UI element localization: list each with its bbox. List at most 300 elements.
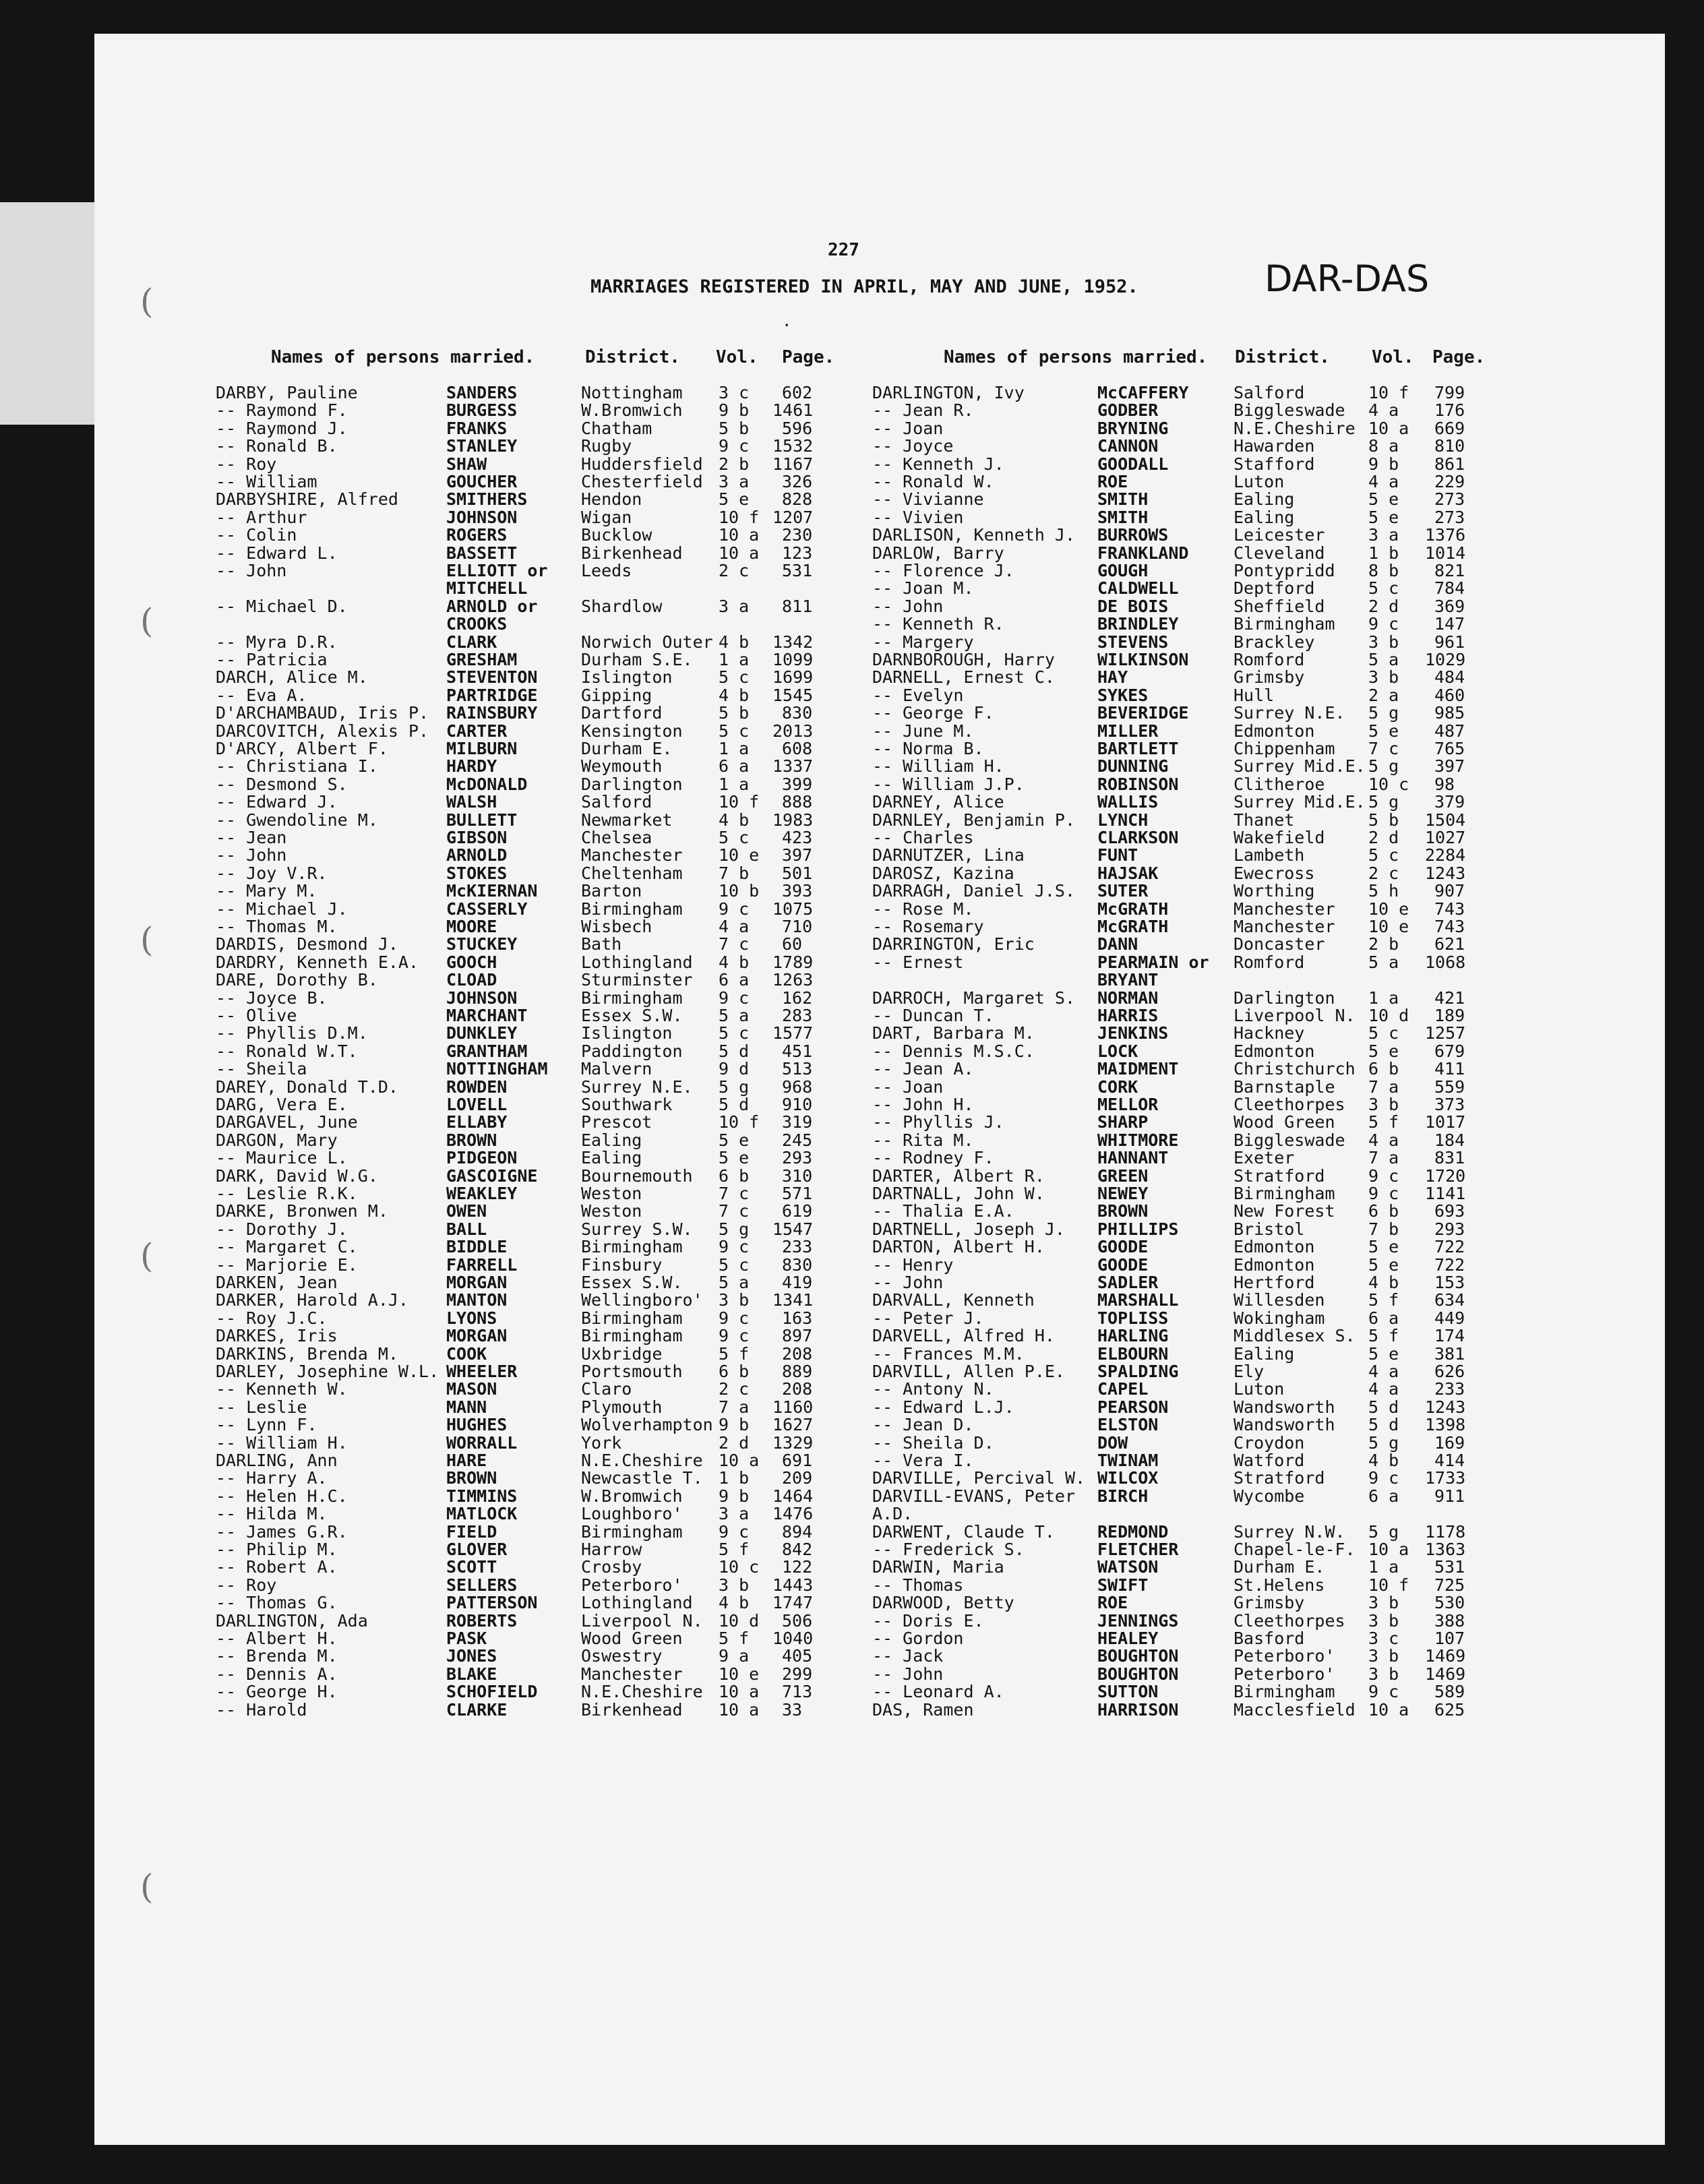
entry-vol: 5 b [719, 703, 750, 723]
entry-name: DARVILL-EVANS, Peter [872, 1486, 1076, 1506]
entry-name: DARVALL, Kenneth [872, 1290, 1035, 1310]
entry-name: -- Dorothy J. [216, 1219, 348, 1239]
entry-page: 506 [782, 1610, 813, 1631]
entry-district: Darlington [1234, 988, 1335, 1008]
entry-district: Stafford [1234, 454, 1315, 474]
entry-district: Ealing [1234, 507, 1295, 527]
entry-district: Newmarket [581, 810, 673, 830]
entry-page: 122 [782, 1557, 813, 1577]
entry-name: -- Leonard A. [872, 1682, 1004, 1702]
entry-name: DARRAGH, Daniel J.S. [872, 881, 1076, 901]
entry-name: DARCH, Alice M. [216, 667, 368, 688]
entry-spouse: JOHNSON [446, 988, 518, 1008]
entry-district: Grimsby [1234, 667, 1305, 688]
entry-vol: 6 b [1368, 1201, 1399, 1221]
entry-spouse: BRYANT [1097, 970, 1159, 990]
entry-vol: 7 a [1368, 1148, 1399, 1168]
entry-name: -- Raymond J. [216, 418, 348, 438]
entry-page: 722 [1434, 1237, 1465, 1257]
entry-name: DAREY, Donald T.D. [216, 1076, 398, 1097]
entry-district: Liverpool N. [1234, 1006, 1356, 1025]
entry-district: Nottingham [581, 383, 683, 402]
entry-district: Deptford [1234, 578, 1315, 599]
entry-vol: 5 e [1368, 507, 1399, 527]
entry-name: -- Rose M. [872, 899, 974, 919]
entry-vol: 7 c [719, 1201, 750, 1221]
header-names-left: Names of persons married. [271, 347, 535, 367]
entry-district: Durham S.E. [581, 650, 693, 669]
entry-spouse: CLARK [446, 632, 497, 652]
entry-spouse: PATTERSON [446, 1593, 538, 1613]
entry-vol: 9 c [1368, 1165, 1399, 1186]
entry-name: DARWIN, Maria [872, 1557, 1004, 1577]
entry-vol: 3 b [719, 1290, 750, 1310]
entry-vol: 10 a [1368, 1540, 1409, 1559]
entry-spouse: HANNANT [1097, 1148, 1169, 1168]
entry-name: DARGAVEL, June [216, 1112, 358, 1132]
entry-page: 513 [782, 1059, 813, 1079]
entry-page: 1747 [772, 1593, 814, 1613]
entry-district: Lothingland [581, 952, 693, 972]
entry-district: Malvern [581, 1059, 652, 1079]
entry-name: DARKER, Harold A.J. [216, 1290, 408, 1310]
entry-district: Manchester [1234, 899, 1335, 919]
entry-page: 460 [1434, 685, 1465, 705]
entry-district: Wycombe [1234, 1486, 1305, 1506]
entry-name: DARKE, Bronwen M. [216, 1201, 388, 1221]
entry-spouse: HEALEY [1097, 1629, 1159, 1648]
entry-name: -- William [216, 472, 317, 491]
entry-name: -- Maurice L. [216, 1148, 348, 1168]
entry-page: 1627 [772, 1415, 814, 1435]
entry-page: 123 [782, 543, 813, 563]
entry-vol: 2 b [719, 454, 750, 474]
entry-name: -- John [216, 561, 287, 580]
entry-district: Macclesfield [1234, 1699, 1356, 1720]
entry-district: Leeds [581, 561, 632, 580]
entry-page: 230 [782, 525, 813, 545]
entry-name: DARKES, Iris [216, 1326, 338, 1346]
entry-page: 1532 [772, 436, 814, 456]
entry-vol: 4 b [719, 952, 750, 972]
entry-district: Chapel-le-F. [1234, 1540, 1356, 1559]
entry-district: Hawarden [1234, 436, 1315, 456]
entry-page: 985 [1434, 703, 1465, 723]
entry-name: -- Evelyn [872, 685, 964, 705]
entry-spouse: DUNNING [1097, 756, 1169, 777]
entry-vol: 5 e [1368, 489, 1399, 510]
entry-page: 669 [1434, 418, 1465, 438]
entry-name: -- Joan [872, 418, 944, 438]
entry-vol: 10 c [719, 1557, 760, 1577]
entry-district: Harrow [581, 1540, 642, 1559]
entry-name: -- Duncan T. [872, 1006, 994, 1025]
entry-page: 162 [782, 988, 813, 1008]
entry-district: Sturminster [581, 970, 693, 990]
entry-vol: 4 a [1368, 1379, 1399, 1399]
entry-spouse: McGRATH [1097, 899, 1169, 919]
entry-page: 381 [1434, 1343, 1465, 1364]
entry-name: DARLISON, Kenneth J. [872, 525, 1076, 545]
entry-name: DARLINGTON, Ivy [872, 383, 1025, 402]
entry-name: DARBY, Pauline [216, 383, 358, 402]
entry-page: 531 [1434, 1557, 1465, 1577]
entry-name: -- George F. [872, 703, 994, 723]
entry-spouse: WATSON [1097, 1557, 1159, 1577]
entry-vol: 5 e [1368, 1254, 1399, 1275]
entry-district: Cleveland [1234, 543, 1325, 563]
entry-page: 423 [782, 828, 813, 847]
entry-vol: 3 b [1368, 1664, 1399, 1684]
entry-name: -- Frances M.M. [872, 1343, 1025, 1364]
entry-name: -- Hilda M. [216, 1504, 328, 1524]
entry-name: DARWENT, Claude T. [872, 1521, 1055, 1542]
entry-vol: 9 b [719, 1486, 750, 1506]
entry-page: 743 [1434, 917, 1465, 936]
entry-page: 842 [782, 1540, 813, 1559]
entry-spouse: CROOKS [446, 614, 508, 634]
entry-vol: 5 d [719, 1095, 750, 1114]
entry-name: -- Ronald W. [872, 472, 994, 491]
entry-spouse: WILCOX [1097, 1468, 1159, 1488]
entry-page: 1160 [772, 1397, 814, 1417]
entry-name: -- Ronald W.T. [216, 1041, 358, 1061]
entry-district: Ewecross [1234, 863, 1315, 883]
entry-district: W.Bromwich [581, 400, 683, 421]
entry-name: DAROSZ, Kazina [872, 863, 1014, 883]
entry-district: Peterboro' [581, 1575, 683, 1595]
entry-vol: 5 g [719, 1076, 750, 1097]
entry-page: 1167 [772, 454, 814, 474]
entry-vol: 2 d [719, 1432, 750, 1453]
entry-spouse: GRANTHAM [446, 1041, 528, 1061]
entry-vol: 3 c [719, 383, 750, 402]
entry-name: -- Florence J. [872, 561, 1014, 580]
entry-vol: 8 b [1368, 561, 1399, 580]
register-title: MARRIAGES REGISTERED IN APRIL, MAY AND JUNE, 1952. [590, 276, 1138, 297]
entry-spouse: ELBOURN [1097, 1343, 1169, 1364]
entry-vol: 4 a [1368, 472, 1399, 491]
entry-spouse: MARCHANT [446, 1006, 528, 1025]
entry-spouse: MASON [446, 1379, 497, 1399]
entry-district: Wellingboro' [581, 1290, 703, 1310]
entry-page: 710 [782, 917, 813, 936]
entry-vol: 5 g [1368, 792, 1399, 812]
entry-name: -- John [872, 596, 944, 616]
entry-vol: 10 f [1368, 1575, 1409, 1595]
entry-vol: 5 f [1368, 1112, 1399, 1132]
entry-spouse: JOHNSON [446, 507, 518, 527]
entry-vol: 3 b [1368, 1095, 1399, 1114]
entry-name: -- Vivien [872, 507, 964, 527]
entry-name: -- John H. [872, 1095, 974, 1114]
entry-district: Wandsworth [1234, 1415, 1335, 1435]
entry-page: 910 [782, 1095, 813, 1114]
entry-name: DARRINGTON, Eric [872, 934, 1035, 954]
entry-page: 621 [1434, 934, 1465, 954]
entry-district: Chesterfield [581, 472, 703, 491]
entry-district: Norwich Outer [581, 632, 713, 652]
entry-district: Uxbridge [581, 1343, 663, 1364]
entry-page: 399 [782, 774, 813, 794]
entry-vol: 3 b [1368, 632, 1399, 652]
entry-name: -- John [872, 1664, 944, 1684]
entry-name: -- Jean A. [872, 1059, 974, 1079]
entry-name: -- Frederick S. [872, 1540, 1025, 1559]
entry-spouse: TWINAM [1097, 1451, 1159, 1470]
entry-name: -- Helen H.C. [216, 1486, 348, 1506]
entry-page: 907 [1434, 881, 1465, 901]
entry-vol: 6 a [719, 970, 750, 990]
entry-vol: 5 a [719, 1006, 750, 1025]
entry-page: 725 [1434, 1575, 1465, 1595]
entry-name: -- Phyllis D.M. [216, 1023, 368, 1043]
entry-name: -- Rodney F. [872, 1148, 994, 1168]
entry-district: Birmingham [1234, 614, 1335, 634]
entry-spouse: MITCHELL [446, 578, 528, 599]
entry-page: 1461 [772, 400, 814, 421]
entry-name: DARNEY, Alice [872, 792, 1004, 812]
entry-name: -- Jean D. [872, 1415, 974, 1435]
entry-vol: 5 a [1368, 952, 1399, 972]
entry-page: 1014 [1425, 543, 1466, 563]
entry-spouse: TIMMINS [446, 1486, 518, 1506]
entry-spouse: SMITHERS [446, 489, 528, 510]
entry-vol: 7 b [719, 863, 750, 883]
entry-page: 174 [1434, 1326, 1465, 1346]
entry-page: 625 [1434, 1699, 1465, 1720]
entry-name: DARVELL, Alfred H. [872, 1326, 1055, 1346]
entry-name: -- Desmond S. [216, 774, 348, 794]
entry-district: Wisbech [581, 917, 652, 936]
entry-district: Crosby [581, 1557, 642, 1577]
entry-page: 830 [782, 703, 813, 723]
entry-district: Wandsworth [1234, 1397, 1335, 1417]
entry-name: -- Doris E. [872, 1610, 984, 1631]
entry-page: 1476 [772, 1504, 814, 1524]
entry-spouse: DOW [1097, 1432, 1128, 1453]
entry-spouse: WALSH [446, 792, 497, 812]
entry-spouse: CLARKE [446, 1699, 508, 1720]
entry-page: 828 [782, 489, 813, 510]
entry-page: 619 [782, 1201, 813, 1221]
entry-name: DARTON, Albert H. [872, 1237, 1045, 1257]
entry-page: 487 [1434, 721, 1465, 741]
entry-vol: 9 c [719, 899, 750, 919]
entry-district: Bristol [1234, 1219, 1305, 1239]
entry-district: Biggleswade [1234, 1130, 1345, 1150]
entry-name: DAS, Ramen [872, 1699, 974, 1720]
entry-spouse: BASSETT [446, 543, 518, 563]
entry-spouse: BULLETT [446, 810, 518, 830]
entry-spouse: PIDGEON [446, 1148, 518, 1168]
entry-spouse: GOUCHER [446, 472, 518, 491]
entry-district: Ealing [581, 1130, 642, 1150]
entry-district: Ealing [1234, 1343, 1295, 1364]
entry-name: -- Norma B. [872, 739, 984, 758]
entry-name: -- Leslie [216, 1397, 307, 1417]
entry-name: -- Margery [872, 632, 974, 652]
entry-spouse: BROWN [1097, 1201, 1149, 1221]
entry-name: -- Michael D. [216, 596, 348, 616]
entry-spouse: DE BOIS [1097, 596, 1169, 616]
entry-vol: 4 a [1368, 400, 1399, 421]
entry-spouse: SELLERS [446, 1575, 518, 1595]
entry-page: 379 [1434, 792, 1465, 812]
entry-district: Wood Green [581, 1629, 683, 1648]
entry-district: Edmonton [1234, 1254, 1315, 1275]
entry-district: Chippenham [1234, 739, 1335, 758]
entry-vol: 4 a [1368, 1362, 1399, 1381]
entry-spouse: NORMAN [1097, 988, 1159, 1008]
entry-vol: 7 c [1368, 739, 1399, 758]
entry-page: 1341 [772, 1290, 814, 1310]
entry-district: Surrey Mid.E. [1234, 756, 1366, 777]
entry-vol: 5 e [1368, 1237, 1399, 1257]
entry-spouse: SMITH [1097, 507, 1149, 527]
entry-name: -- Myra D.R. [216, 632, 338, 652]
entry-vol: 6 a [1368, 1486, 1399, 1506]
entry-district: Wakefield [1234, 828, 1325, 847]
mark: . [782, 311, 792, 330]
entry-vol: 5 f [719, 1343, 750, 1364]
entry-vol: 9 c [719, 1237, 750, 1257]
entry-page: 283 [782, 1006, 813, 1025]
entry-name: -- Rita M. [872, 1130, 974, 1150]
entry-vol: 5 g [1368, 703, 1399, 723]
entry-district: Wood Green [1234, 1112, 1335, 1132]
entry-name: DARLING, Ann [216, 1451, 338, 1470]
entry-district: Birmingham [1234, 1682, 1335, 1702]
entry-page: 273 [1434, 507, 1465, 527]
entry-name: -- Rosemary [872, 917, 984, 936]
entry-vol: 5 e [719, 1148, 750, 1168]
entry-name: -- Dennis A. [216, 1664, 338, 1684]
entry-page: 319 [782, 1112, 813, 1132]
entry-page: 1733 [1425, 1468, 1466, 1488]
entry-district: Birmingham [1234, 1184, 1335, 1203]
entry-district: Birmingham [581, 988, 683, 1008]
entry-district: Rugby [581, 436, 632, 456]
entry-vol: 10 f [719, 507, 760, 527]
entry-name: -- Eva A. [216, 685, 307, 705]
entry-district: Manchester [581, 1664, 683, 1684]
entry-district: Stratford [1234, 1165, 1325, 1186]
entry-vol: 1 a [719, 650, 750, 669]
entry-page: 405 [782, 1646, 813, 1666]
entry-name: DARDIS, Desmond J. [216, 934, 398, 954]
entry-spouse: ROE [1097, 1593, 1128, 1613]
entry-district: Wolverhampton [581, 1415, 713, 1435]
entry-district: Basford [1234, 1629, 1305, 1648]
entry-name: DARNUTZER, Lina [872, 845, 1025, 866]
entry-vol: 9 b [719, 1415, 750, 1435]
entry-page: 1443 [772, 1575, 814, 1595]
entry-vol: 10 e [719, 845, 760, 866]
entry-vol: 10 c [1368, 774, 1409, 794]
entry-spouse: CARTER [446, 721, 508, 741]
entry-district: Lambeth [1234, 845, 1305, 866]
entry-vol: 1 b [1368, 543, 1399, 563]
entry-district: Portsmouth [581, 1362, 683, 1381]
entry-vol: 3 b [1368, 1610, 1399, 1631]
entry-page: 163 [782, 1308, 813, 1328]
entry-page: 693 [1434, 1201, 1465, 1221]
entry-spouse: STUCKEY [446, 934, 518, 954]
entry-spouse: FUNT [1097, 845, 1138, 866]
entry-page: 589 [1434, 1682, 1465, 1702]
entry-district: Bournemouth [581, 1165, 693, 1186]
entry-name: DARROCH, Margaret S. [872, 988, 1076, 1008]
entry-page: 1075 [772, 899, 814, 919]
entry-spouse: ELLABY [446, 1112, 508, 1132]
entry-page: 1469 [1425, 1646, 1466, 1666]
entry-vol: 5 g [719, 1219, 750, 1239]
entry-vol: 10 a [1368, 418, 1409, 438]
entry-name: -- Joyce [872, 436, 954, 456]
entry-vol: 4 b [719, 632, 750, 652]
entry-spouse: DANN [1097, 934, 1138, 954]
entry-page: 968 [782, 1076, 813, 1097]
entry-district: Edmonton [1234, 721, 1315, 741]
entry-vol: 5 e [719, 1130, 750, 1150]
entry-page: 821 [1434, 561, 1465, 580]
entry-vol: 9 c [719, 436, 750, 456]
entry-name: -- Thomas [872, 1575, 964, 1595]
entry-district: Watford [1234, 1451, 1305, 1470]
entry-name: -- Joyce B. [216, 988, 328, 1008]
entry-district: Brackley [1234, 632, 1315, 652]
entry-page: 2013 [772, 721, 814, 741]
entry-spouse: MATLOCK [446, 1504, 518, 1524]
entry-district: Birmingham [581, 1237, 683, 1257]
entry-spouse: GOUGH [1097, 561, 1149, 580]
entry-vol: 7 b [1368, 1219, 1399, 1239]
entry-spouse: JENKINS [1097, 1023, 1169, 1043]
entry-district: Pontypridd [1234, 561, 1335, 580]
entry-district: Ealing [1234, 489, 1295, 510]
entry-vol: 10 a [719, 543, 760, 563]
entry-page: 861 [1434, 454, 1465, 474]
binder-hole: ( [140, 601, 154, 640]
entry-spouse: NEWEY [1097, 1184, 1149, 1203]
entry-spouse: BIRCH [1097, 1486, 1149, 1506]
entry-page: 784 [1434, 578, 1465, 599]
entry-district: Leicester [1234, 525, 1325, 545]
entry-name: -- Ernest [872, 952, 964, 972]
entry-district: Dartford [581, 703, 663, 723]
entry-page: 596 [782, 418, 813, 438]
entry-name: -- Patricia [216, 650, 328, 669]
entry-page: 961 [1434, 632, 1465, 652]
entry-spouse: SPALDING [1097, 1362, 1179, 1381]
entry-page: 98 [1434, 774, 1455, 794]
entry-name: -- Edward L. [216, 543, 338, 563]
entry-vol: 5 g [1368, 1521, 1399, 1542]
entry-vol: 7 c [719, 1184, 750, 1203]
entry-spouse: JENNINGS [1097, 1610, 1179, 1631]
entry-spouse: ROWDEN [446, 1076, 508, 1097]
entry-vol: 2 b [1368, 934, 1399, 954]
entry-district: Birkenhead [581, 543, 683, 563]
entry-page: 831 [1434, 1148, 1465, 1168]
entry-vol: 10 d [1368, 1006, 1409, 1025]
entry-spouse: BLAKE [446, 1664, 497, 1684]
entry-district: Prescot [581, 1112, 652, 1132]
entry-page: 1178 [1425, 1521, 1466, 1542]
entry-spouse: LYONS [446, 1308, 497, 1328]
entry-name: -- Jean [216, 828, 287, 847]
